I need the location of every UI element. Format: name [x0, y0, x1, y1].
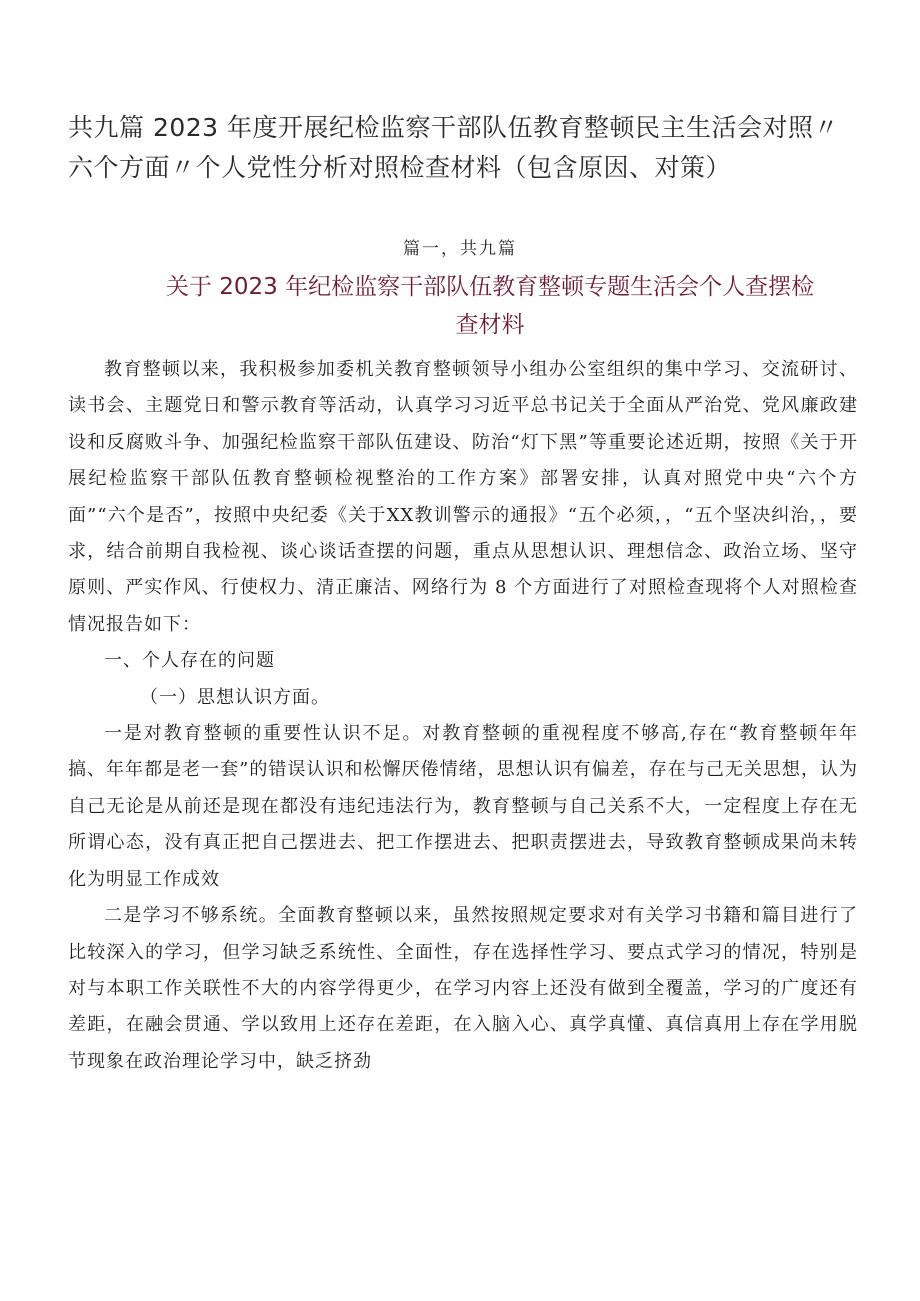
main-title-line-1: 共九篇 2023 年度开展纪检监察干部队伍教育整顿民主生活会对照〃	[68, 113, 840, 142]
sub-title-line-2: 查材料	[455, 312, 525, 338]
section-label: 篇一，共九篇	[403, 239, 517, 259]
intro-paragraph: 教育整顿以来，我积极参加委机关教育整顿领导小组办公室组织的集中学习、交流研讨、读书会、主题党日和警示教育等活动，认真学习习近平总书记关于全面从严治党、党风廉政建设和反腐败斗争、加强纪检监察干部队伍建设、防治“灯下黑”等重要论述近期，按照《关于开展纪检监察干部队伍教育整顿检视整治的工作方案》部署安排，认真对照党中央“六个方面”“六个是否”，按照中央纪委《关于XX教训警示的通报》“五个必须，，“五个坚决纠治，，要求，结合前期自我检视、谈心谈话查摆的问题，重点从思想认识、理想信念、政治立场、坚守原则、严实作风、行使权力、清正廉洁、网络行为 8 个方面进行了对照检查现将个人对照检查情况报告如下：	[68, 359, 858, 635]
document-body	[68, 352, 858, 1080]
point-paragraph-1: 一是对教育整顿的重要性认识不足。对教育整顿的重视程度不够高,存在“教育整顿年年搞、年年都是老一套”的错误认识和松懈厌倦情绪，思想认识有偏差，存在与己无关思想，认为自己无论是从前还是现在都没有违纪违法行为，教育整顿与自己关系不大，一定程度上存在无所谓心态，没有真正把自己摆进去、把工作摆进去、把职责摆进去，导致教育整顿成果尚未转化为明显工作成效	[68, 723, 858, 890]
section-heading-problems: 一、个人存在的问题	[104, 650, 275, 672]
main-title	[68, 108, 888, 188]
main-title-line-2: 六个方面〃个人党性分析对照检查材料（包含原因、对策）	[68, 153, 732, 182]
sub-title-line-1: 关于 2023 年纪检监察干部队伍教育整顿专题生活会个人查摆检	[165, 274, 815, 300]
point-paragraph-2: 二是学习不够系统。全面教育整顿以来，虽然按照规定要求对有关学习书籍和篇目进行了比较深入的学习，但学习缺乏系统性、全面性，存在选择性学习、要点式学习的情况，特别是对与本职工作关联性不大的内容学得更少，在学习内容上还没有做到全覆盖，学习的广度还有差距，在融会贯通、学以致用上还存在差距，在入脑入心、真学真懂、真信真用上存在学用脱节现象在政治理论学习中，缺乏挤劲	[68, 905, 858, 1072]
subsection-heading-thinking: （一）思想认识方面。	[140, 686, 330, 708]
sub-title	[100, 268, 880, 344]
